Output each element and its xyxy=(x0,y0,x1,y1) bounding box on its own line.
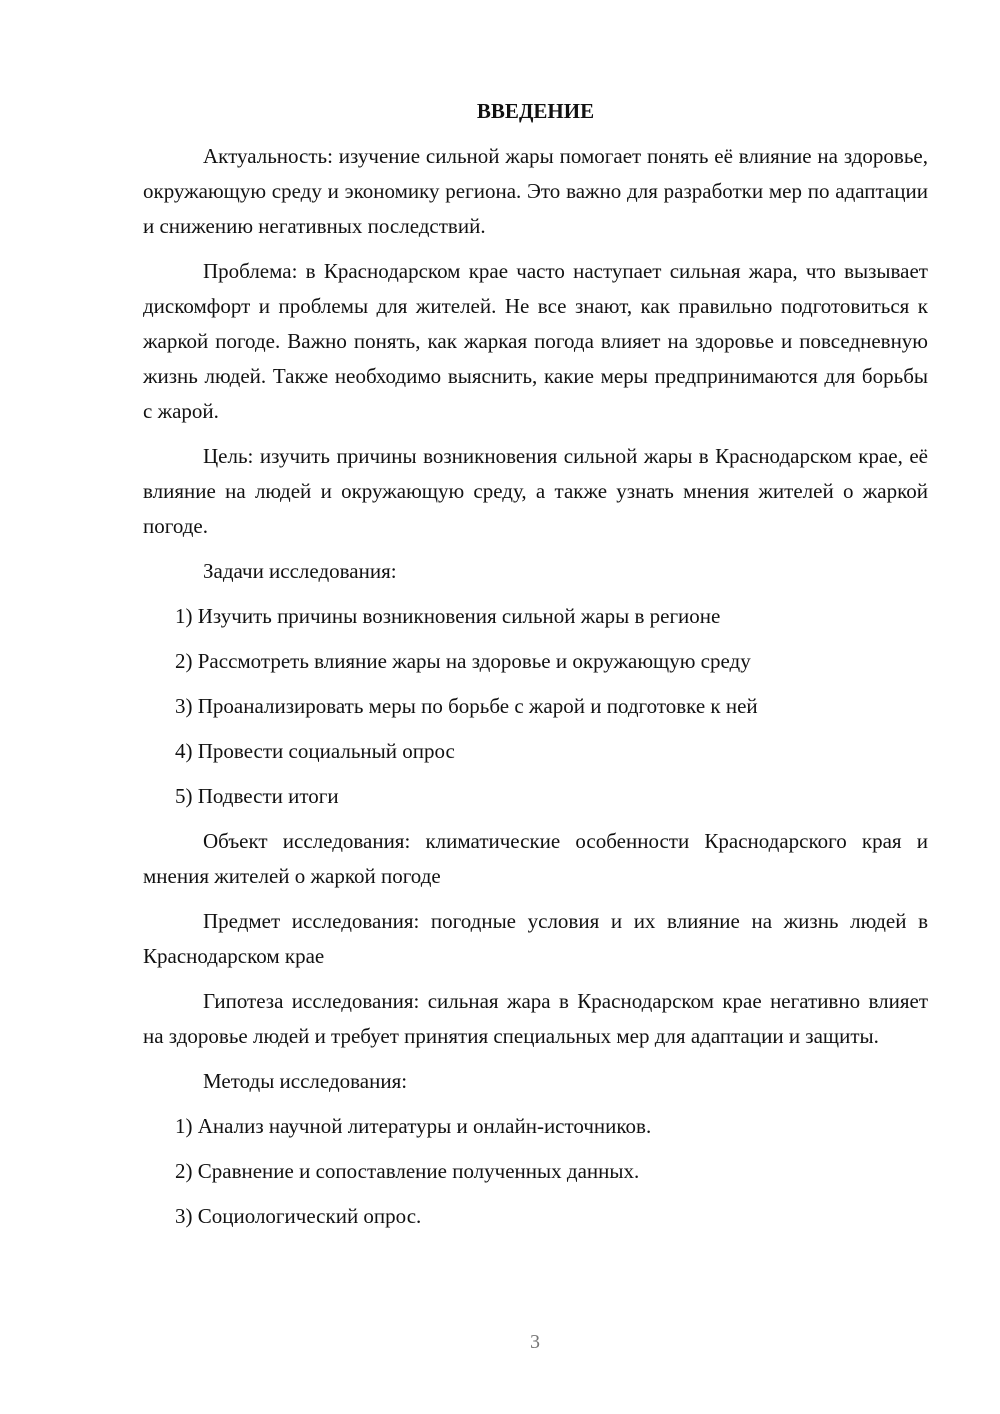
problem-paragraph: Проблема: в Краснодарском крае часто наступает сильная жара, что вызывает дискомфорт и проблемы для жителей. Не все знают, как правильно подготовиться к жаркой погоде. Важно понять, как жаркая погода влияет на здоровье и повседневную жизнь людей. Также необходимо выяснить, какие меры предпринимаются для борьбы с жарой. xyxy=(143,259,928,423)
methods-label: Методы исследования: xyxy=(203,1069,408,1093)
task-item: 2) Рассмотреть влияние жары на здоровье и окружающую среду xyxy=(175,649,751,673)
object-paragraph: Объект исследования: климатические особенности Краснодарского края и мнения жителей о жаркой погоде xyxy=(143,829,928,888)
method-item: 2) Сравнение и сопоставление полученных данных. xyxy=(175,1159,640,1183)
method-item: 3) Социологический опрос. xyxy=(175,1204,422,1228)
task-item: 3) Проанализировать меры по борьбе с жарой и подготовке к ней xyxy=(175,694,758,718)
method-item: 1) Анализ научной литературы и онлайн-источников. xyxy=(175,1114,652,1138)
methods-list xyxy=(143,1109,928,1234)
hypothesis-paragraph: Гипотеза исследования: сильная жара в Краснодарском крае негативно влияет на здоровье людей и требует принятия специальных мер для адаптации и защиты. xyxy=(143,989,928,1048)
page-number: 3 xyxy=(530,1331,540,1353)
task-item: 4) Провести социальный опрос xyxy=(175,739,455,763)
page-content xyxy=(143,93,928,1244)
subject-paragraph: Предмет исследования: погодные условия и их влияние на жизнь людей в Краснодарском крае xyxy=(143,909,928,968)
tasks-label: Задачи исследования: xyxy=(203,559,397,583)
task-item: 1) Изучить причины возникновения сильной жары в регионе xyxy=(175,604,721,628)
page-title: ВВЕДЕНИЕ xyxy=(476,99,595,123)
goal-paragraph: Цель: изучить причины возникновения сильной жары в Краснодарском крае, её влияние на людей и окружающую среду, а также узнать мнения жителей о жаркой погоде. xyxy=(143,444,928,538)
task-item: 5) Подвести итоги xyxy=(175,784,339,808)
tasks-list xyxy=(143,599,928,814)
relevance-paragraph: Актуальность: изучение сильной жары помогает понять её влияние на здоровье, окружающую среду и экономику региона. Это важно для разработки мер по адаптации и снижению негативных последствий. xyxy=(143,144,928,238)
